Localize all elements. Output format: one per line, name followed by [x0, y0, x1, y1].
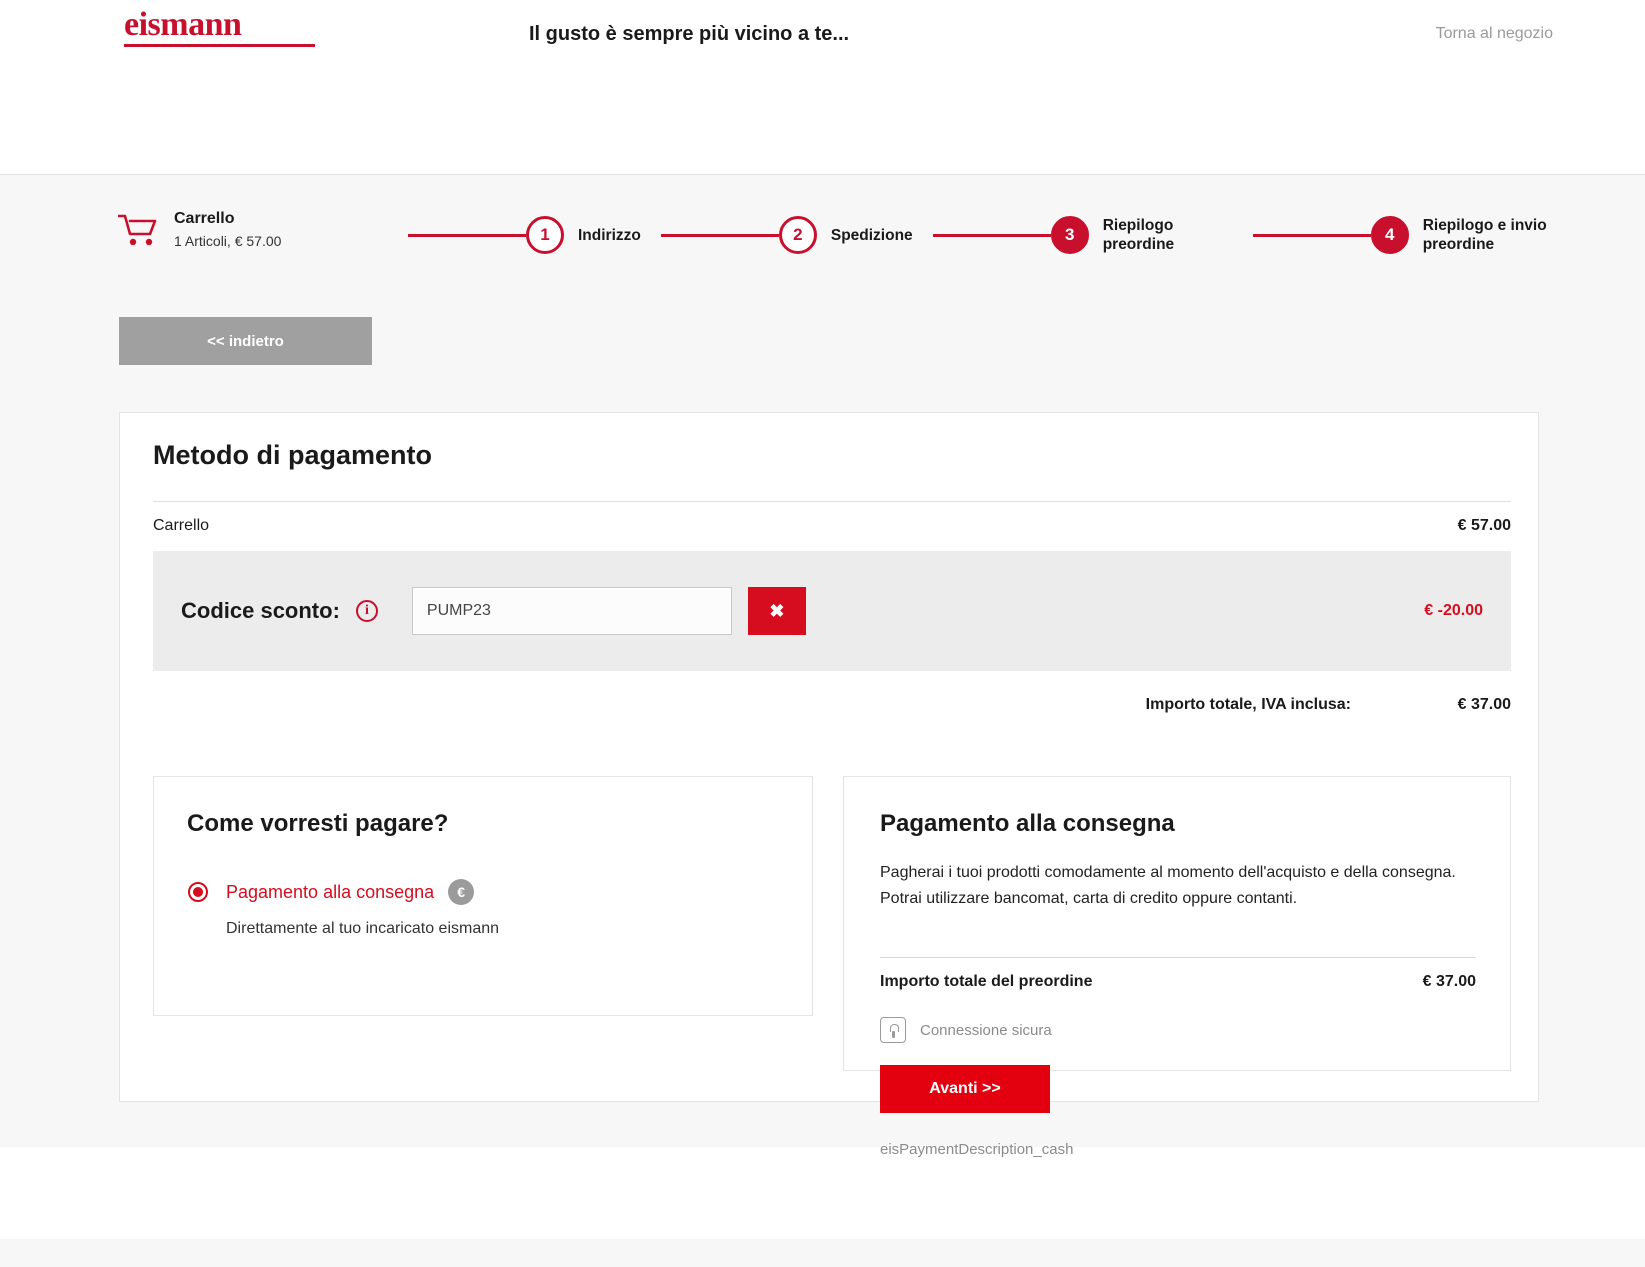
- payment-choice-title: Come vorresti pagare?: [187, 810, 449, 837]
- step-4[interactable]: [1253, 216, 1573, 254]
- cart-summary[interactable]: [118, 209, 281, 251]
- step-connector: [408, 234, 526, 237]
- step-4-number: 4: [1371, 216, 1409, 254]
- discount-code-input[interactable]: [412, 587, 732, 635]
- checkout-steps-bar: [0, 175, 1645, 295]
- radio-cash-label: Pagamento alla consegna: [226, 881, 435, 902]
- back-button[interactable]: << indietro: [119, 317, 372, 365]
- discount-code-label: Codice sconto:: [181, 598, 340, 623]
- cart-row-value: € 57.00: [1457, 517, 1511, 534]
- info-icon[interactable]: i: [356, 600, 378, 622]
- step-2-label: Spedizione: [830, 226, 913, 244]
- grand-total-label: Importo totale, IVA inclusa:: [1145, 696, 1351, 713]
- checkout-content: [0, 295, 1645, 1158]
- step-3-label: Riepilogo preordine: [1102, 217, 1175, 253]
- payment-detail-card: [843, 776, 1511, 1158]
- discount-code-bar: [153, 551, 1511, 671]
- payment-option-cash[interactable]: [188, 879, 474, 905]
- step-connector: [933, 234, 1051, 237]
- page-title: Metodo di pagamento: [153, 440, 432, 470]
- payment-detail-divider: [880, 957, 1476, 958]
- step-1[interactable]: [408, 216, 661, 254]
- lock-icon: [880, 1017, 906, 1043]
- payment-method-panel: [119, 412, 1539, 1158]
- step-2-number: 2: [779, 216, 817, 254]
- step-3-number: 3: [1051, 216, 1089, 254]
- radio-cash-on-delivery[interactable]: [188, 882, 208, 902]
- cart-subtitle: 1 Articoli, € 57.00: [174, 233, 282, 249]
- coin-icon: €: [448, 879, 474, 905]
- secure-connection: [880, 1017, 1052, 1043]
- logo-wordmark: eismann: [124, 6, 242, 43]
- secure-connection-text: Connessione sicura: [920, 1021, 1052, 1039]
- steps-list: [408, 175, 1573, 295]
- panel-divider: [153, 501, 1511, 502]
- header-slogan: Il gusto è sempre più vicino a te...: [529, 23, 850, 45]
- cart-row-label: Carrello: [153, 517, 210, 534]
- grand-total-row: [153, 696, 1511, 714]
- step-3[interactable]: [933, 216, 1253, 254]
- payment-description-key: eisPaymentDescription_cash: [880, 1141, 1074, 1158]
- footer-strip: [0, 1239, 1645, 1267]
- logo-underline: [124, 44, 315, 47]
- preorder-total-row: [880, 973, 1476, 991]
- cart-total-row: [153, 517, 1511, 535]
- discount-amount: € -20.00: [1424, 602, 1483, 619]
- payment-detail-description: Pagherai i tuoi prodotti comodamente al momento dell'acquisto e della consegna. Potrai utilizzare bancomat, carta di credito oppure contanti.: [880, 864, 1456, 907]
- back-to-shop-link[interactable]: Torna al negozio: [1435, 25, 1553, 42]
- preorder-total-label: Importo totale del preordine: [880, 973, 1093, 990]
- next-button[interactable]: Avanti >>: [880, 1065, 1050, 1113]
- preorder-total-value: € 37.00: [1422, 973, 1476, 990]
- remove-discount-button[interactable]: ✖: [748, 587, 806, 635]
- payment-option-subtext: Direttamente al tuo incaricato eismann: [226, 920, 500, 937]
- step-1-number: 1: [526, 216, 564, 254]
- site-header: [0, 0, 1645, 175]
- cart-title: Carrello: [174, 210, 235, 227]
- step-connector: [661, 234, 779, 237]
- step-connector: [1253, 234, 1371, 237]
- eismann-logo[interactable]: [124, 8, 319, 50]
- cart-icon: [118, 213, 160, 247]
- payment-detail-title: Pagamento alla consegna: [880, 810, 1175, 837]
- grand-total-value: € 37.00: [1457, 696, 1511, 713]
- step-2[interactable]: [661, 216, 933, 254]
- payment-choice-card: [153, 776, 813, 1016]
- step-1-label: Indirizzo: [578, 226, 641, 244]
- step-4-label: Riepilogo e invio preordine: [1422, 217, 1547, 253]
